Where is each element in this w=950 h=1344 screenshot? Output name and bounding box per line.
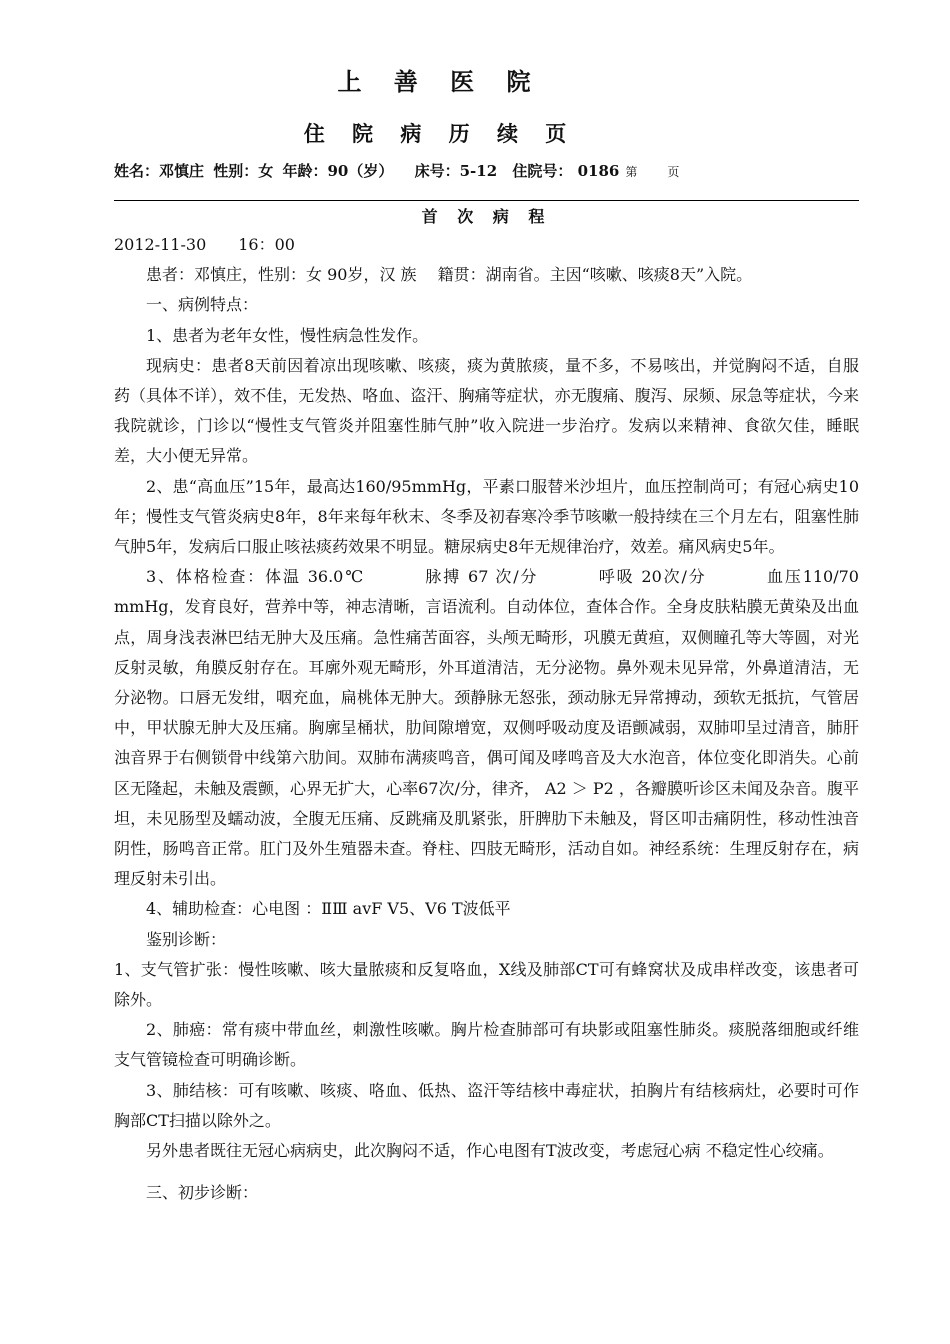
- paragraph-differential-2: 2、肺癌：常有痰中带血丝，刺激性咳嗽。胸片检查肺部可有块影或阻塞性肺炎。痰脱落细胞或纤维支气管镜检查可明确诊断。: [114, 1020, 859, 1070]
- paragraph-case-features-heading: 一、病例特点：: [146, 295, 259, 315]
- page-label: 第: [625, 165, 638, 179]
- paragraph-history: 2、患“高血压”15年，最高达160/95mmHg，平素口服替米沙坦片，血压控制尚可；有冠心病史10年；慢性支气管炎病史8年，8年来每年秋末、冬季及初春寒冷季节咳嗽一般持续在三个月左右，阻塞性肺气肿5年，发病后口服止咳祛痰药效果不明显。糖尿病史8年无规律治疗，效差。痛风病史5年。: [114, 476, 859, 557]
- page-label-end: 页: [667, 165, 680, 179]
- paragraph-additional-note: 另外患者既往无冠心病病史，此次胸闷不适，作心电图有T波改变，考虑冠心病 不稳定性心绞痛。: [146, 1141, 834, 1161]
- patient-info-row: [114, 160, 683, 181]
- patient-name: 姓名：邓慎庄: [114, 162, 205, 180]
- paragraph-intro: 患者：邓慎庄，性别：女 90岁，汉 族 籍贯：湖南省。主因“咳嗽、咳痰8天”入院。: [146, 265, 753, 285]
- paragraph-present-illness: 现病史：患者8天前因着凉出现咳嗽、咳痰，痰为黄脓痰，量不多，不易咳出，并觉胸闷不适，自服药（具体不详），效不佳，无发热、咯血、盗汗、胸痛等症状，亦无腹痛、腹泻、尿频、尿急等症状，今来我院就诊，门诊以“慢性支气管炎并阻塞性肺气肿”收入院进一步治疗。发病以来精神、食欲欠佳，睡眠差，大小便无异常。: [114, 355, 859, 466]
- paragraph-physical-exam: 3、体格检查：体温 36.0℃ 脉搏 67 次/分 呼吸 20次/分 血压110/70 mmHg，发育良好，营养中等，神志清晰，言语流利。自动体位，查体合作。全身皮肤粘膜无黄染及出血点，周身浅表淋巴结无肿大及压痛。急性痛苦面容，头颅无畸形，巩膜无黄疸，双侧瞳孔等大等圆，对光反射灵敏，角膜反射存在。耳廓外观无畸形，外耳道清洁，无分泌物。鼻外观未见异常，外鼻道清洁，无分泌物。口唇无发绀，咽充血，扁桃体无肿大。颈静脉无怒张，颈动脉无异常搏动，颈软无抵抗，气管居中，甲状腺无肿大及压痛。胸廓呈桶状，肋间隙增宽，双侧呼吸动度及语颤减弱，双肺叩呈过清音，肺肝浊音界于右侧锁骨中线第六肋间。双肺布满痰鸣音，偶可闻及哮鸣音及大水泡音，体位变化即消失。心前区无隆起，未触及震颤，心界无扩大，心率67次/分，律齐， A2 ＞ P2 ，各瓣膜听诊区未闻及杂音。腹平坦，未见肠型及蠕动波，全腹无压痛、反跳痛及肌紧张，肝脾肋下未触及，肾区叩击痛阴性，移动性浊音阴性，肠鸣音正常。肛门及外生殖器未查。脊柱、四肢无畸形，活动自如。神经系统：生理反射存在，病理反射未引出。: [114, 567, 859, 889]
- bed-number: 床号：5-12: [414, 162, 498, 180]
- record-datetime: 2012-11-30 16：00: [114, 235, 295, 254]
- admission-number: 住院号： 0186: [512, 162, 620, 180]
- page-subtitle: 住 院 病 历 续 页: [303, 121, 577, 146]
- paragraph-aux-exam: 4、辅助检查：心电图 ：ⅡⅢ avF V5、V6 T波低平: [146, 899, 511, 919]
- paragraph-point-1: 1、患者为老年女性，慢性病急性发作。: [146, 325, 429, 345]
- patient-gender: 性别：女: [213, 162, 274, 180]
- paragraph-differential-heading: 鉴别诊断：: [146, 929, 227, 949]
- paragraph-preliminary-diagnosis: 三、初步诊断：: [146, 1183, 259, 1203]
- header-divider: [114, 200, 859, 201]
- hospital-name: 上 善 医 院: [337, 67, 543, 96]
- paragraph-differential-1: 1、支气管扩张：慢性咳嗽、咳大量脓痰和反复咯血，X线及肺部CT可有蜂窝状及成串样改变，该患者可除外。: [114, 959, 859, 1010]
- paragraph-differential-3: 3、肺结核：可有咳嗽、咳痰、咯血、低热、盗汗等结核中毒症状，拍胸片有结核病灶，必要时可作胸部CT扫描以除外之。: [114, 1080, 859, 1130]
- section-title: 首 次 病 程: [421, 207, 552, 226]
- patient-age: 年龄：90（岁）: [282, 162, 394, 180]
- record-body: [114, 230, 859, 1209]
